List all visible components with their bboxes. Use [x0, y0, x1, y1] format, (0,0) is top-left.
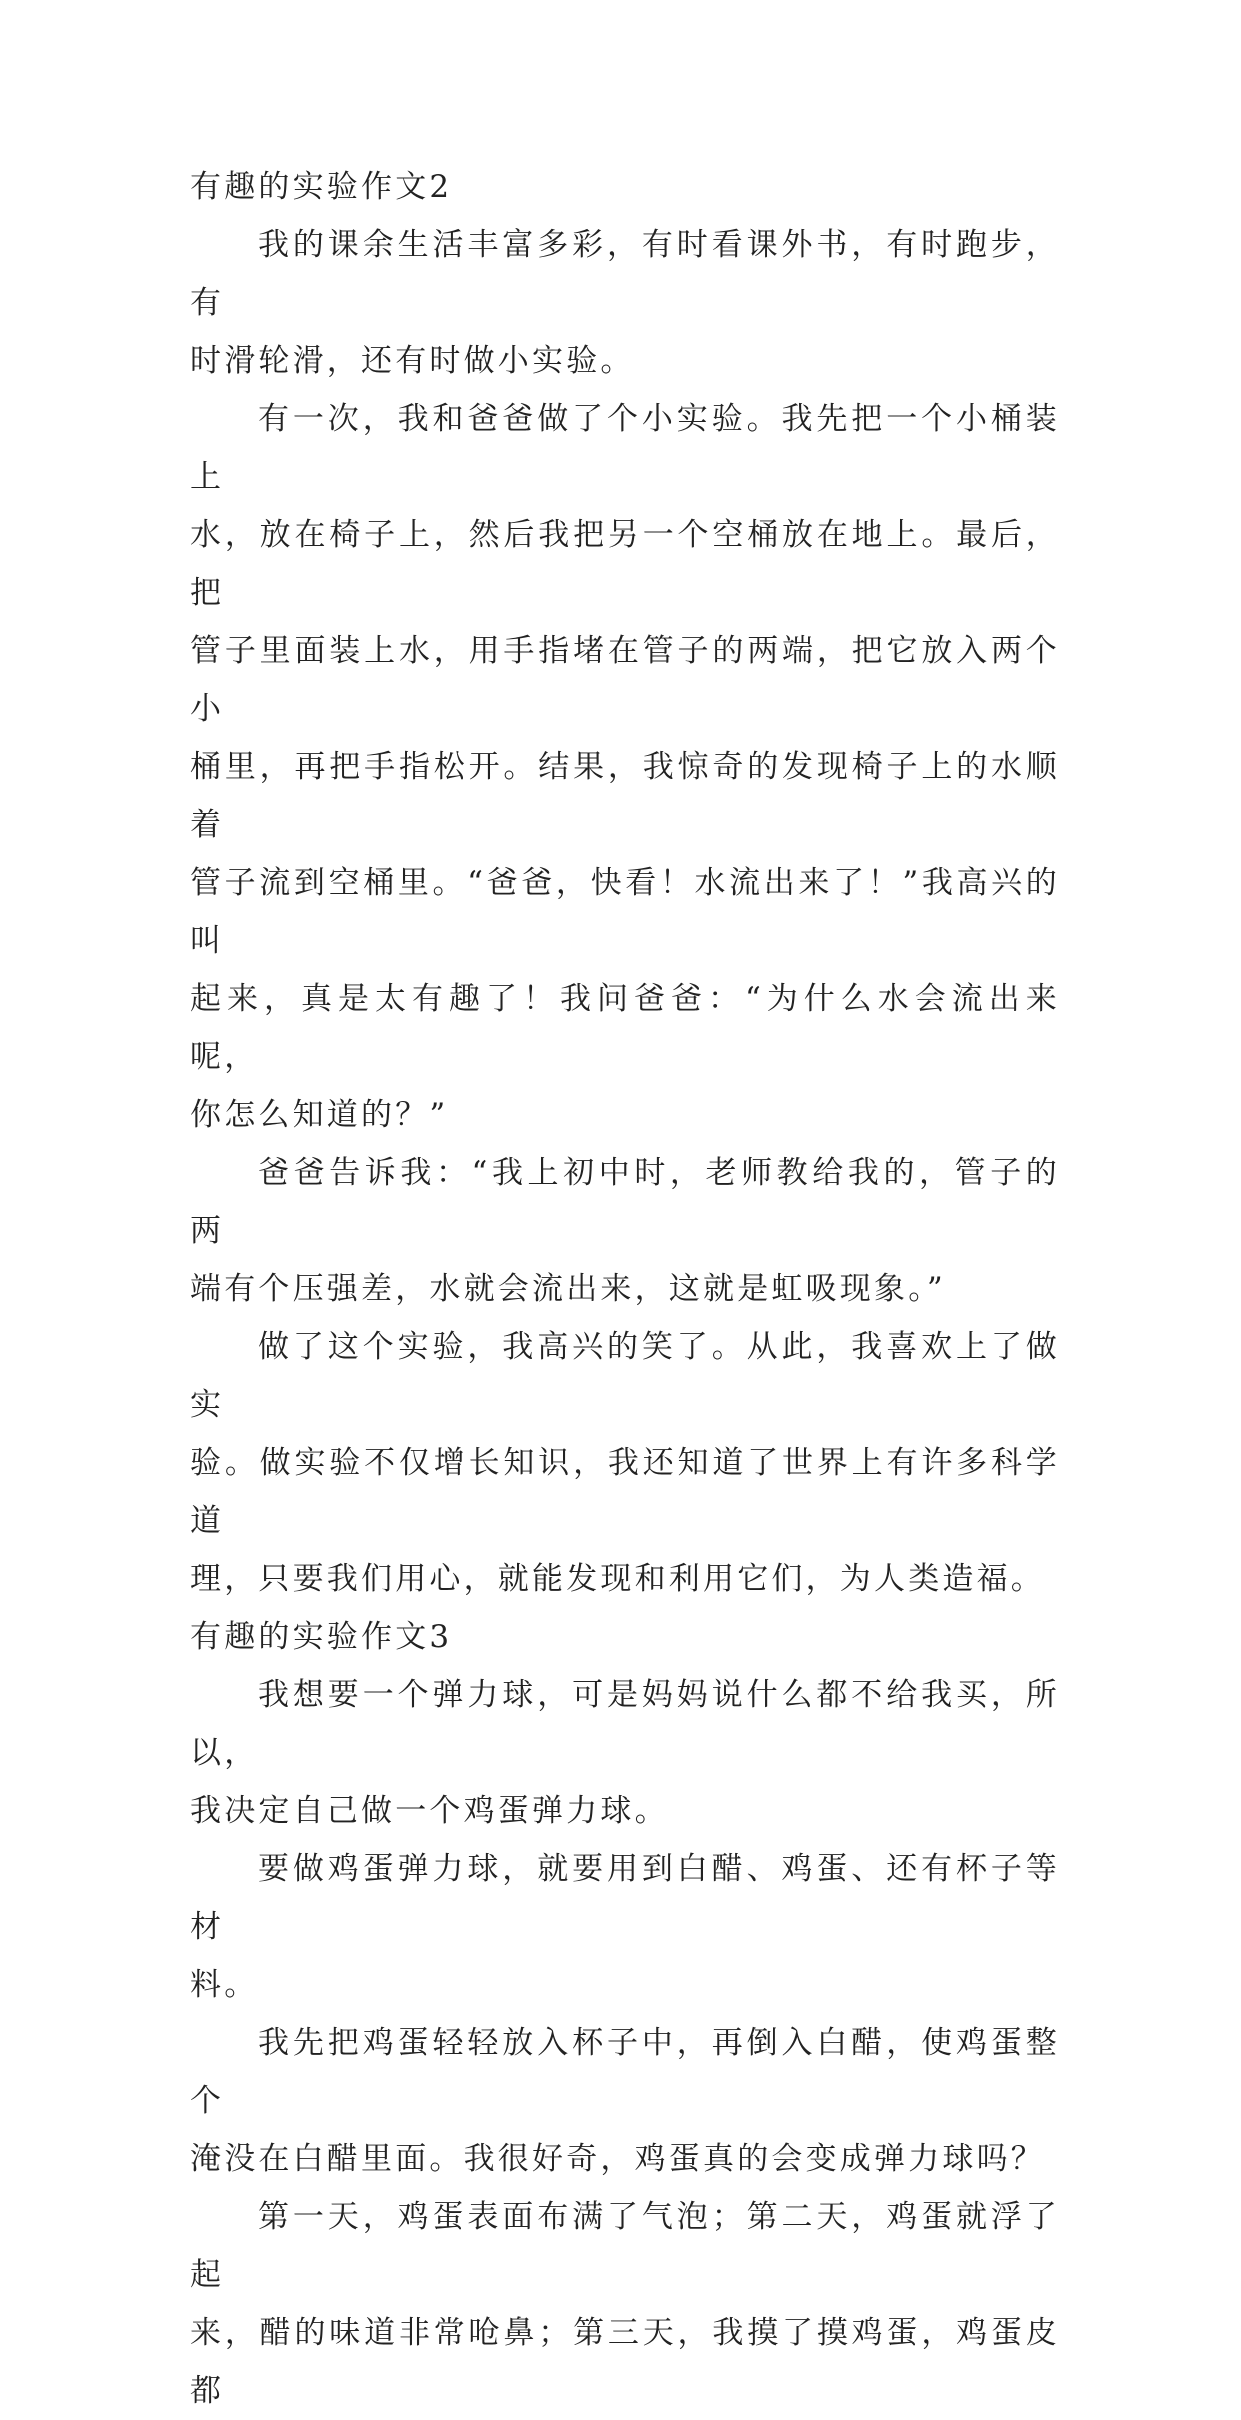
paragraph — [190, 1840, 1060, 2014]
paragraph — [190, 1666, 1060, 1840]
paragraph-line: 水，放在椅子上，然后我把另一个空桶放在地上。最后，把 — [190, 517, 1060, 611]
paragraph-line: 我决定自己做一个鸡蛋弹力球。 — [190, 1793, 669, 1829]
section-heading: 有趣的实验作文2 — [190, 169, 453, 205]
paragraph-line: 来，醋的味道非常呛鼻；第三天，我摸了摸鸡蛋，鸡蛋皮都 — [190, 2315, 1060, 2409]
paragraph-line: 我的课余生活丰富多彩，有时看课外书，有时跑步，有 — [190, 227, 1060, 321]
paragraph-line: 我想要一个弹力球，可是妈妈说什么都不给我买，所以， — [190, 1677, 1060, 1771]
paragraph-line: 淹没在白醋里面。我很好奇，鸡蛋真的会变成弹力球吗？ — [190, 2141, 1045, 2177]
paragraph-line: 料。 — [190, 1967, 259, 2003]
paragraph-line: 起来，真是太有趣了！我问爸爸：“为什么水会流出来呢， — [190, 981, 1060, 1075]
paragraph — [190, 2014, 1060, 2188]
section-heading: 有趣的实验作文3 — [190, 1619, 453, 1655]
paragraph — [190, 390, 1060, 1144]
paragraph-line: 你怎么知道的？” — [190, 1097, 449, 1133]
paragraph-line: 第一天，鸡蛋表面布满了气泡；第二天，鸡蛋就浮了起 — [190, 2199, 1060, 2293]
paragraph-line: 爸爸告诉我：“我上初中时，老师教给我的，管子的两 — [190, 1155, 1060, 1249]
document-body — [190, 158, 1060, 2420]
paragraph — [190, 1318, 1060, 1608]
paragraph-line: 理，只要我们用心，就能发现和利用它们，为人类造福。 — [190, 1561, 1045, 1597]
paragraph-line: 端有个压强差，水就会流出来，这就是虹吸现象。” — [190, 1271, 946, 1307]
paragraph-line: 时滑轮滑，还有时做小实验。 — [190, 343, 635, 379]
paragraph-line: 我先把鸡蛋轻轻放入杯子中，再倒入白醋，使鸡蛋整个 — [190, 2025, 1060, 2119]
paragraph — [190, 2188, 1060, 2420]
paragraph — [190, 216, 1060, 390]
paragraph-line: 有一次，我和爸爸做了个小实验。我先把一个小桶装上 — [190, 401, 1060, 495]
paragraph — [190, 1144, 1060, 1318]
paragraph-line: 管子里面装上水，用手指堵在管子的两端，把它放入两个小 — [190, 633, 1060, 727]
paragraph-line: 管子流到空桶里。“爸爸，快看！水流出来了！”我高兴的叫 — [190, 865, 1060, 959]
paragraph-line: 要做鸡蛋弹力球，就要用到白醋、鸡蛋、还有杯子等材 — [190, 1851, 1060, 1945]
paragraph-line: 桶里，再把手指松开。结果，我惊奇的发现椅子上的水顺着 — [190, 749, 1060, 843]
paragraph-line: 做了这个实验，我高兴的笑了。从此，我喜欢上了做实 — [190, 1329, 1060, 1423]
paragraph-line: 验。做实验不仅增长知识，我还知道了世界上有许多科学道 — [190, 1445, 1060, 1539]
